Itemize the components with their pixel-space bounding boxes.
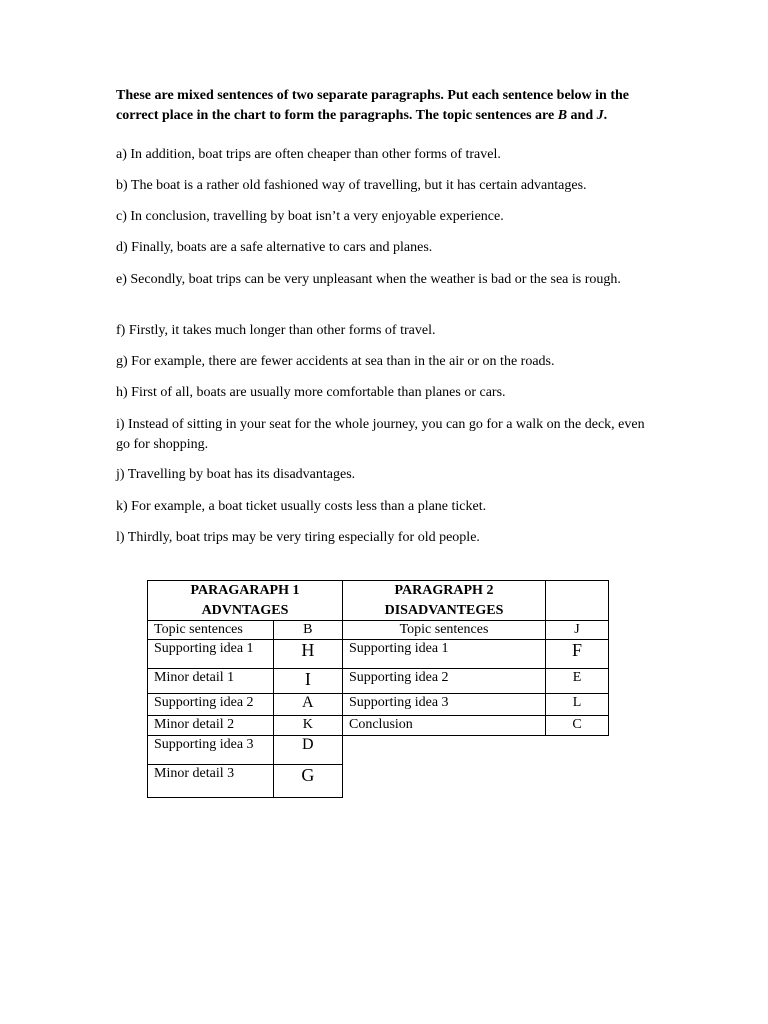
table-row	[148, 640, 343, 669]
table-row	[148, 765, 343, 798]
instructions-topic-b: B	[557, 107, 568, 123]
row-answer: B	[273, 621, 342, 640]
sentence-g: g) For example, there are fewer accidents at sea than in the air or on the roads.	[116, 354, 555, 369]
row-answer: E	[546, 669, 609, 694]
table-row	[343, 640, 609, 669]
row-label: Minor detail 2	[148, 716, 274, 736]
table-row	[148, 621, 343, 640]
row-label: Topic sentences	[148, 621, 274, 640]
sentence-l: l) Thirdly, boat trips may be very tiring especially for old people.	[116, 530, 480, 545]
row-label: Supporting idea 1	[343, 640, 546, 669]
table-row	[148, 669, 343, 694]
paragraph-1-title: PARAGARAPH 1	[190, 583, 300, 598]
paragraph-1-table	[147, 580, 343, 798]
sentence-b: b) The boat is a rather old fashioned way of travelling, but it has certain advantages.	[116, 178, 587, 193]
table-row	[343, 716, 609, 736]
row-label: Supporting idea 3	[343, 694, 546, 716]
row-label: Supporting idea 2	[148, 694, 274, 716]
row-label: Supporting idea 1	[148, 640, 274, 669]
row-answer: J	[546, 621, 609, 640]
paragraph-2-subtitle: DISADVANTEGES	[384, 602, 504, 618]
sentence-c: c) In conclusion, travelling by boat isn’t a very enjoyable experience.	[116, 209, 504, 224]
sentence-h: h) First of all, boats are usually more comfortable than planes or cars.	[116, 385, 506, 400]
table-row	[343, 694, 609, 716]
paragraph-2-header-blank	[546, 581, 609, 621]
table-row	[343, 621, 609, 640]
sentence-e: e) Secondly, boat trips can be very unpleasant when the weather is bad or the sea is rough.	[116, 272, 621, 287]
row-answer: L	[546, 694, 609, 716]
paragraph-1-subtitle: ADVNTAGES	[201, 602, 289, 618]
instructions-text: These are mixed sentences of two separate paragraphs. Put each sentence below in the correct place in the chart to form the paragraphs. The topic sentences are	[116, 88, 630, 123]
paragraph-2-title: PARAGRAPH 2	[394, 583, 494, 598]
row-label: Supporting idea 2	[343, 669, 546, 694]
table-row	[343, 669, 609, 694]
row-answer: I	[273, 669, 342, 694]
instructions-end: .	[603, 107, 608, 123]
table-row	[148, 736, 343, 765]
row-label: Minor detail 3	[148, 765, 274, 798]
row-label: Supporting idea 3	[148, 736, 274, 765]
sentence-a: a) In addition, boat trips are often cheaper than other forms of travel.	[116, 147, 501, 162]
sentence-j: j) Travelling by boat has its disadvantages.	[116, 467, 356, 482]
row-answer: D	[273, 736, 342, 765]
sentence-d: d) Finally, boats are a safe alternative to cars and planes.	[116, 240, 433, 255]
instructions	[116, 86, 656, 125]
sentence-k: k) For example, a boat ticket usually costs less than a plane ticket.	[116, 499, 487, 514]
row-answer: A	[273, 694, 342, 716]
instructions-and: and	[567, 107, 597, 123]
paragraph-1-header	[148, 581, 343, 621]
row-label: Topic sentences	[343, 621, 546, 640]
row-label: Conclusion	[343, 716, 546, 736]
sentence-f: f) Firstly, it takes much longer than other forms of travel.	[116, 323, 436, 338]
table-row	[148, 716, 343, 736]
row-answer: H	[273, 640, 342, 669]
row-answer: F	[546, 640, 609, 669]
sentence-i: i) Instead of sitting in your seat for the whole journey, you can go for a walk on the deck, even go for shopping.	[116, 417, 645, 452]
paragraph-2-table	[342, 580, 609, 736]
instructions-topic-j: J	[596, 107, 604, 123]
paragraph-2-header	[343, 581, 546, 621]
row-answer: G	[273, 765, 342, 798]
row-answer: K	[273, 716, 342, 736]
row-label: Minor detail 1	[148, 669, 274, 694]
row-answer: C	[546, 716, 609, 736]
table-row	[148, 694, 343, 716]
